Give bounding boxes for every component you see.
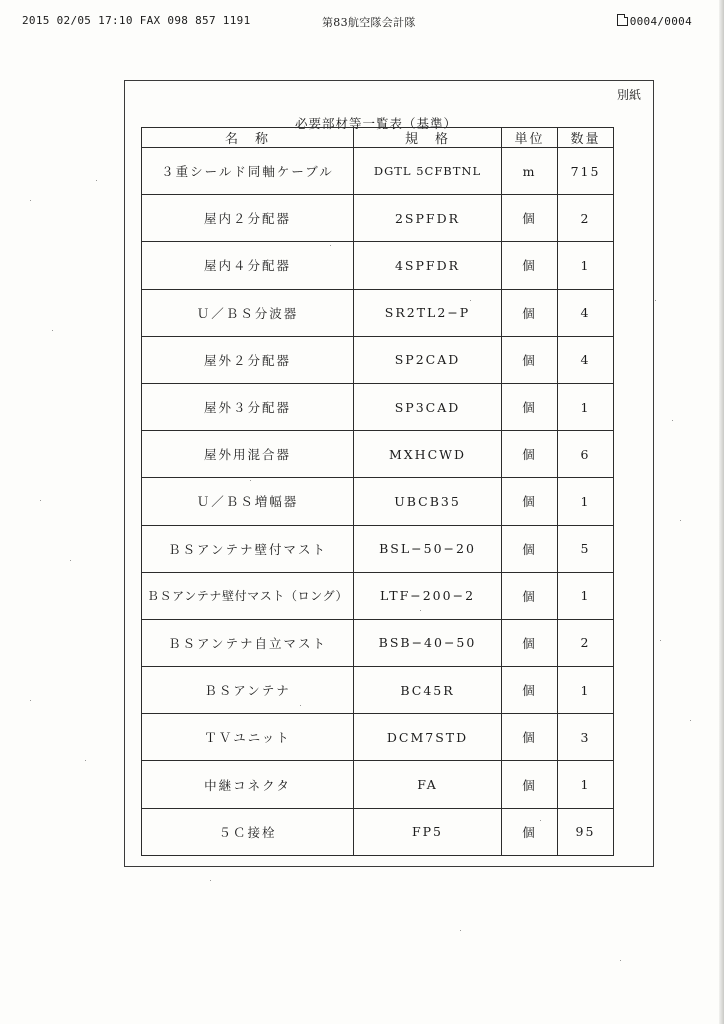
cell-name: 屋外３分配器 [142, 383, 354, 430]
cell-name: ３重シールド同軸ケーブル [142, 148, 354, 195]
fax-page-counter [617, 14, 692, 28]
cell-name: ＢＳアンテナ自立マスト [142, 619, 354, 666]
table-row [142, 289, 614, 336]
cell-qty: 715 [558, 148, 614, 195]
cell-unit: 個 [502, 667, 558, 714]
header-unit: 単位 [502, 128, 558, 148]
fax-datetime: 2015 02/05 17:10 [22, 14, 133, 27]
cell-unit: 個 [502, 714, 558, 761]
cell-unit: 個 [502, 431, 558, 478]
cell-qty: 6 [558, 431, 614, 478]
cell-qty: 2 [558, 195, 614, 242]
table-row [142, 572, 614, 619]
cell-name: ＢＳアンテナ [142, 667, 354, 714]
cell-unit: 個 [502, 289, 558, 336]
table-row [142, 336, 614, 383]
cell-name: 屋内２分配器 [142, 195, 354, 242]
cell-name: 屋内４分配器 [142, 242, 354, 289]
parts-table [141, 127, 614, 856]
cell-unit: 個 [502, 195, 558, 242]
cell-qty: 1 [558, 667, 614, 714]
document-title: 必要部材等一覧表（基準） [294, 116, 457, 131]
cell-unit: 個 [502, 336, 558, 383]
fax-number: 098 857 1191 [167, 14, 251, 27]
cell-name: ５Ｃ接栓 [142, 808, 354, 855]
table-row [142, 478, 614, 525]
cell-unit: 個 [502, 572, 558, 619]
cell-spec: SR2TL2−P [354, 289, 502, 336]
cell-name: ＢＳアンテナ壁付マスト [142, 525, 354, 572]
cell-qty: 4 [558, 336, 614, 383]
cell-spec: SP2CAD [354, 336, 502, 383]
cell-spec: BC45R [354, 667, 502, 714]
table-row [142, 761, 614, 808]
table-row [142, 714, 614, 761]
cell-name: ＢＳアンテナ壁付マスト（ロング） [142, 572, 354, 619]
fax-header [22, 14, 692, 30]
cell-unit: 個 [502, 761, 558, 808]
cell-name: 中継コネクタ [142, 761, 354, 808]
table-row [142, 148, 614, 195]
cell-qty: 1 [558, 242, 614, 289]
cell-unit: 個 [502, 478, 558, 525]
cell-spec: BSL−50−20 [354, 525, 502, 572]
scan-edge [719, 0, 724, 1024]
cell-spec: FA [354, 761, 502, 808]
cell-name: Ｕ／ＢＳ増幅器 [142, 478, 354, 525]
cell-spec: LTF−200−2 [354, 572, 502, 619]
table-row [142, 525, 614, 572]
table-row [142, 383, 614, 430]
cell-name: Ｕ／ＢＳ分波器 [142, 289, 354, 336]
cell-qty: 95 [558, 808, 614, 855]
table-header-row [142, 128, 614, 148]
fax-label: FAX [139, 14, 161, 27]
table-row [142, 431, 614, 478]
cell-spec: SP3CAD [354, 383, 502, 430]
cell-qty: 1 [558, 761, 614, 808]
cell-qty: 2 [558, 619, 614, 666]
cell-spec: MXHCWD [354, 431, 502, 478]
cell-name: 屋外２分配器 [142, 336, 354, 383]
cell-qty: 4 [558, 289, 614, 336]
cell-qty: 1 [558, 478, 614, 525]
cell-unit: 個 [502, 242, 558, 289]
header-spec: 規 格 [354, 128, 502, 148]
cell-spec: UBCB35 [354, 478, 502, 525]
fax-page-number: 0004/0004 [629, 15, 692, 28]
cell-name: ＴＶユニット [142, 714, 354, 761]
cell-unit: 個 [502, 525, 558, 572]
cell-unit: 個 [502, 383, 558, 430]
cell-spec: BSB−40−50 [354, 619, 502, 666]
cell-spec: DGTL 5CFBTNL [354, 148, 502, 195]
cell-qty: 1 [558, 383, 614, 430]
cell-spec: 2SPFDR [354, 195, 502, 242]
cell-unit: 個 [502, 619, 558, 666]
cell-qty: 5 [558, 525, 614, 572]
table-row [142, 667, 614, 714]
cell-spec: 4SPFDR [354, 242, 502, 289]
page-icon [617, 14, 628, 26]
header-qty: 数量 [558, 128, 614, 148]
cell-unit: 個 [502, 808, 558, 855]
cell-name: 屋外用混合器 [142, 431, 354, 478]
annex-label: 別紙 [617, 88, 642, 102]
fax-transmission-info [22, 14, 251, 27]
table-row [142, 195, 614, 242]
cell-unit: m [502, 148, 558, 195]
table-row [142, 808, 614, 855]
cell-qty: 3 [558, 714, 614, 761]
header-name: 名 称 [142, 128, 354, 148]
table-row [142, 619, 614, 666]
cell-qty: 1 [558, 572, 614, 619]
cell-spec: FP5 [354, 808, 502, 855]
table-row [142, 242, 614, 289]
cell-spec: DCM7STD [354, 714, 502, 761]
fax-sender: 第83航空隊会計隊 [322, 16, 416, 29]
